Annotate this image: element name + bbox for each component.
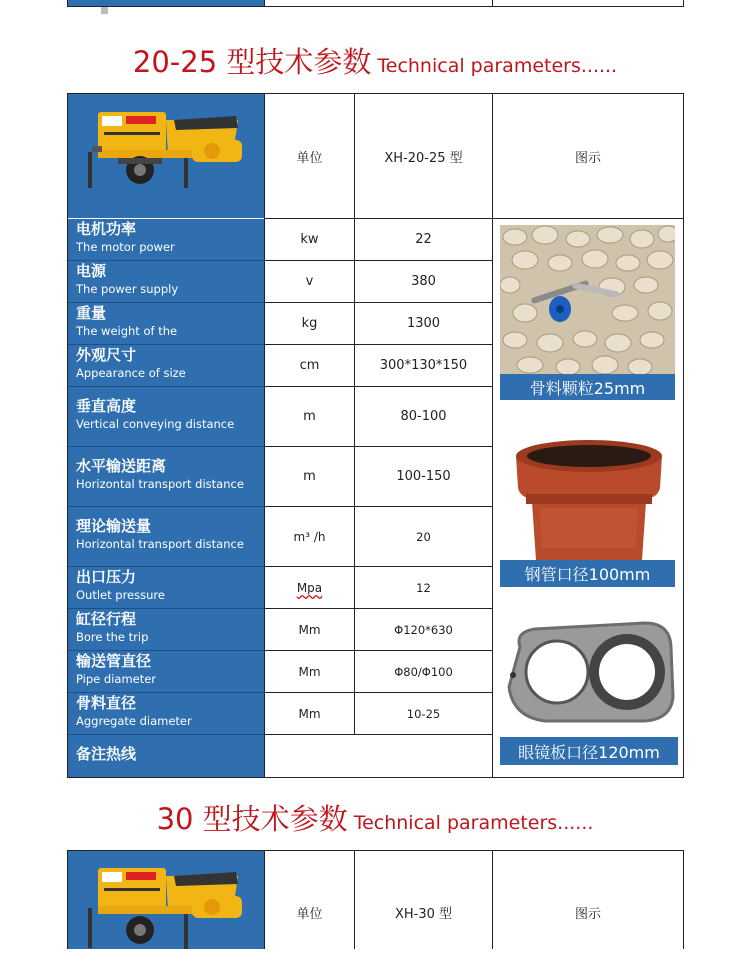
row-separator [68, 260, 264, 261]
table2-border [683, 850, 684, 949]
label-power-supply [68, 262, 264, 296]
label-en: Bore the trip [76, 630, 149, 644]
label-pipe-diameter [68, 652, 264, 686]
label-theoretical-output [68, 517, 264, 551]
label-en: Horizontal transport distance [76, 537, 244, 551]
concrete-pump-image [88, 862, 248, 949]
value-cell: 300*130*150 [379, 358, 468, 373]
value-cell: 80-100 [400, 409, 447, 424]
label-cn: 输送管直径 [76, 652, 152, 670]
label-vertical-height [68, 397, 264, 431]
header-figure: 图示 [574, 906, 601, 922]
label-en: The power supply [76, 282, 179, 296]
label-motor-power [68, 220, 264, 254]
unit-cell: cm [299, 358, 320, 373]
section1-title-en: Technical parameters...... [377, 55, 618, 77]
unit-cell: Mm [298, 706, 321, 721]
prev-table-border [67, 0, 68, 7]
value-cell: Φ120*630 [394, 622, 453, 637]
label-en: Pipe diameter [76, 672, 157, 686]
label-en: Horizontal transport distance [76, 477, 244, 491]
section1-title [0, 40, 750, 81]
label-en: Outlet pressure [76, 588, 165, 602]
unit-cell: kg [301, 316, 318, 331]
caption-plate: 眼镜板口径120mm [500, 737, 678, 765]
row-separator [68, 344, 264, 345]
value-cell: 380 [411, 274, 436, 289]
table-border [683, 93, 684, 778]
value-cell: 1300 [406, 316, 441, 331]
concrete-pump-image [88, 106, 248, 198]
unit-cell: v [305, 274, 314, 289]
unit-cell [265, 567, 354, 608]
value-cell: Φ80/Φ100 [394, 664, 453, 679]
label-cn: 电机功率 [76, 220, 137, 238]
unit-cell: kw [300, 232, 319, 247]
aggregate-gravel-image [500, 225, 675, 375]
prev-table-bottom-border [67, 6, 684, 7]
label-cn: 骨料直径 [76, 694, 137, 712]
label-horizontal-distance [68, 457, 264, 491]
label-bore-trip [68, 610, 264, 644]
row-separator [68, 650, 264, 651]
section2-title-en: Technical parameters...... [353, 812, 594, 834]
caption-aggregate: 骨料颗粒25mm [500, 374, 675, 400]
value-cell: 10-25 [406, 706, 441, 721]
row-separator [68, 386, 264, 387]
label-en: Vertical conveying distance [76, 417, 235, 431]
row-separator [68, 608, 264, 609]
row-separator [68, 566, 264, 567]
header-model: XH-30 型 [394, 906, 453, 922]
prev-table-border [492, 0, 493, 7]
value-cell: 100-150 [396, 469, 451, 484]
prev-table-border [264, 0, 265, 7]
row-separator [68, 506, 264, 507]
label-weight [68, 304, 264, 338]
label-en: The weight of the [76, 324, 178, 338]
row-separator [68, 734, 264, 735]
value-cell: 12 [416, 580, 431, 595]
label-cn: 水平输送距离 [76, 457, 167, 475]
unit-text: Mpa [296, 580, 323, 595]
label-hotline [68, 745, 264, 763]
label-cn: 外观尺寸 [76, 346, 137, 364]
value-cell: 22 [415, 232, 432, 247]
row-separator [68, 692, 264, 693]
section2-title-cn: 30 型技术参数 [156, 802, 348, 836]
prev-table-border [683, 0, 684, 7]
label-outlet-pressure [68, 568, 264, 602]
section2-title [0, 797, 750, 838]
row-separator [68, 446, 264, 447]
unit-cell: Mm [298, 622, 321, 637]
glasses-plate-image [505, 617, 675, 727]
label-cn: 重量 [76, 304, 107, 322]
label-aggregate-diameter [68, 694, 264, 728]
header-unit: 单位 [296, 150, 323, 166]
unit-cell: m [303, 469, 316, 484]
table-border [264, 734, 493, 735]
unit-cell: Mm [298, 664, 321, 679]
row-separator [68, 302, 264, 303]
label-cn: 理论输送量 [76, 517, 152, 535]
label-cn: 缸径行程 [76, 610, 137, 628]
table-border [67, 777, 684, 778]
label-en: The motor power [76, 240, 175, 254]
header-model: XH-20-25 型 [384, 150, 463, 166]
unit-cell: m³ /h [293, 529, 326, 544]
section1-title-cn: 20-25 型技术参数 [132, 45, 372, 79]
label-cn: 垂直高度 [76, 397, 137, 415]
unit-cell: m [303, 409, 316, 424]
label-size [68, 346, 264, 380]
caption-pipe: 钢管口径100mm [500, 560, 675, 587]
header-unit: 单位 [296, 906, 323, 922]
steel-pipe-image [510, 438, 668, 560]
label-en: Aggregate diameter [76, 714, 192, 728]
label-cn: 出口压力 [76, 568, 137, 586]
label-cn: 备注热线 [76, 745, 137, 763]
label-cn: 电源 [76, 262, 107, 280]
header-figure: 图示 [574, 150, 601, 166]
value-cell: 20 [416, 529, 431, 544]
anchor-marker [101, 7, 108, 14]
label-en: Appearance of size [76, 366, 186, 380]
